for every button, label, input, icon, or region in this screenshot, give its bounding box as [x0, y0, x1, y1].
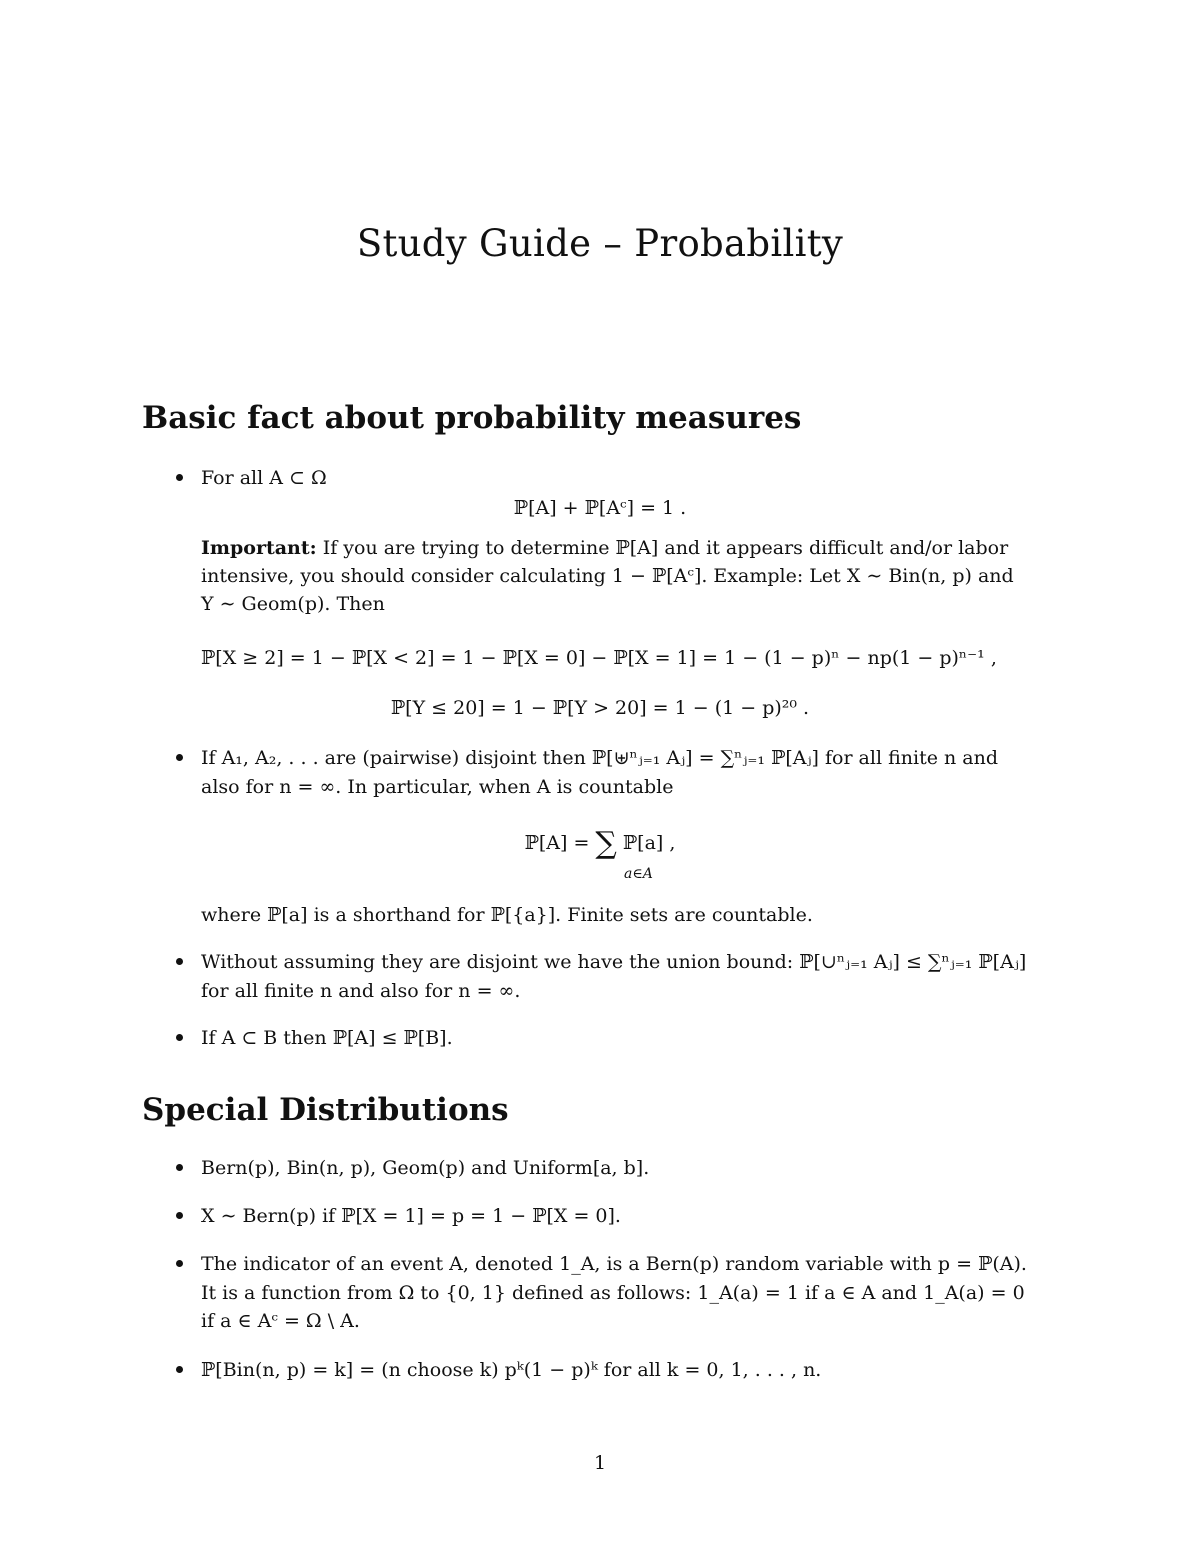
bullet-marker	[176, 1260, 183, 1267]
bullet-text: Without assuming they are disjoint we have the union bound: ℙ[∪ⁿⱼ₌₁ Aⱼ] ≤ ∑ⁿⱼ₌₁ ℙ[Aⱼ]	[201, 951, 1027, 973]
paragraph-line: for all finite n and also for n = ∞.	[201, 980, 521, 1002]
paragraph-line: It is a function from Ω to {0, 1} defined as follows: 1_A(a) = 1 if a ∈ A and 1_A(a) = 0	[201, 1282, 1025, 1304]
bullet-marker	[176, 1366, 183, 1373]
bullet-text: For all A ⊂ Ω	[201, 467, 327, 489]
paragraph-line: where ℙ[a] is a shorthand for ℙ[{a}]. Finite sets are countable.	[201, 904, 813, 926]
bullet-marker	[176, 474, 183, 481]
bullet-marker	[176, 1212, 183, 1219]
paragraph-line: if a ∈ Aᶜ = Ω \ A.	[201, 1310, 360, 1332]
document-title: Study Guide – Probability	[356, 222, 844, 265]
paragraph-line: intensive, you should consider calculating 1 − ℙ[Aᶜ]. Example: Let X ∼ Bin(n, p) and	[201, 565, 1014, 587]
bullet-marker	[176, 958, 183, 965]
summation-symbol: ∑	[595, 826, 617, 861]
page-number: 1	[593, 1452, 607, 1474]
bullet-marker	[176, 754, 183, 761]
bullet-marker	[176, 1164, 183, 1171]
bullet-text: ℙ[Bin(n, p) = k] = (n choose k) pᵏ(1 − p)ᵏ for all k = 0, 1, . . . , n.	[201, 1359, 822, 1381]
bullet-text: X ∼ Bern(p) if ℙ[X = 1] = p = 1 − ℙ[X = 0].	[201, 1205, 621, 1227]
summation-subscript: a∈A	[624, 866, 653, 882]
display-equation: ℙ[Y ≤ 20] = 1 − ℙ[Y > 20] = 1 − (1 − p)²⁰ .	[390, 697, 810, 719]
display-equation: ℙ[A] + ℙ[Aᶜ] = 1 .	[513, 497, 687, 519]
bullet-text: The indicator of an event A, denoted 1_A, is a Bern(p) random variable with p = ℙ(A).	[201, 1253, 1027, 1275]
section-heading-basic-facts: Basic fact about probability measures	[142, 400, 802, 436]
paragraph-line	[201, 536, 1059, 560]
display-equation: ℙ[X ≥ 2] = 1 − ℙ[X < 2] = 1 − ℙ[X = 0] − ℙ[X = 1] = 1 − (1 − p)ⁿ − np(1 − p)ⁿ⁻¹ ,	[201, 647, 997, 669]
paragraph-text: If you are trying to determine ℙ[A] and it appears difficult and/or labor	[322, 537, 1009, 559]
section-heading-special-distributions: Special Distributions	[142, 1092, 509, 1128]
important-label: Important:	[201, 537, 317, 559]
bullet-marker	[176, 1034, 183, 1041]
bullet-text: Bern(p), Bin(n, p), Geom(p) and Uniform[a, b].	[201, 1157, 650, 1179]
paragraph-line: also for n = ∞. In particular, when A is countable	[201, 776, 674, 798]
bullet-text: If A ⊂ B then ℙ[A] ≤ ℙ[B].	[201, 1027, 453, 1049]
display-equation: ℙ[A] = ∑ ℙ[a] ,	[524, 826, 676, 861]
paragraph-line: Y ∼ Geom(p). Then	[201, 593, 385, 615]
bullet-text: If A₁, A₂, . . . are (pairwise) disjoint then ℙ[⊎ⁿⱼ₌₁ Aⱼ] = ∑ⁿⱼ₌₁ ℙ[Aⱼ] for all finite n and	[201, 747, 998, 769]
